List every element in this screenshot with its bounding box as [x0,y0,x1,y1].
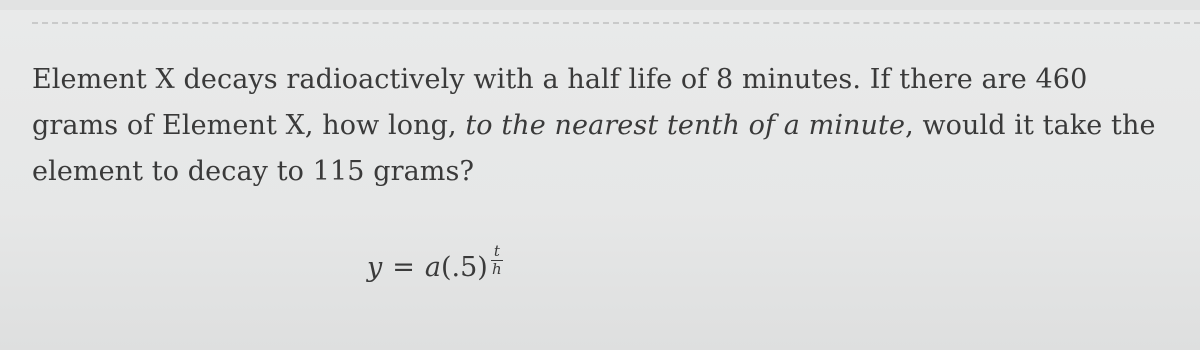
dashed-separator [32,22,1200,24]
question-emphasis: to the nearest tenth of a minute [465,110,906,141]
decay-formula [367,242,503,285]
formula-coefficient: a [424,252,441,283]
formula-base: (.5) [441,252,488,283]
formula-equals: = [392,252,415,283]
top-edge [0,0,1200,10]
formula-exponent [491,244,503,277]
exponent-numerator: t [491,244,503,261]
question-text-start: Element X decays radioactively with a half life of 8 minutes. If there are 460 grams of Element X, how long, [32,64,1088,141]
question-text-end: , would it take the element to decay to 115 grams? [32,110,1156,187]
formula-lhs: y [367,252,383,283]
question-text [32,57,1182,195]
exponent-denominator: h [491,260,502,278]
